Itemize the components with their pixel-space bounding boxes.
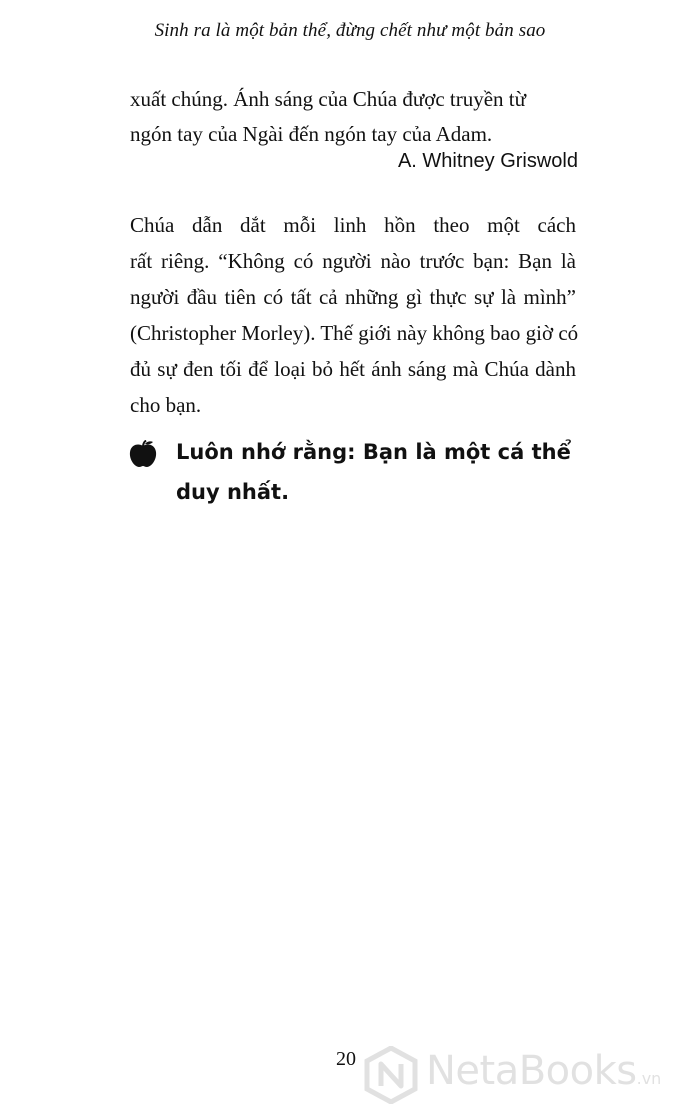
watermark-suffix: .vn: [636, 1069, 662, 1088]
quote-line: ngón tay của Ngài đến ngón tay của Adam.: [130, 122, 493, 146]
paragraph-line: rất riêng. “Không có người nào trước bạn: Bạn là: [130, 249, 576, 273]
watermark-brand: NetaBooks: [426, 1048, 637, 1094]
paragraph-line: Chúa dẫn dắt mỗi linh hồn theo một cách: [130, 213, 576, 237]
netabooks-logo-icon: [364, 1046, 418, 1104]
takeaway-text: [176, 432, 596, 512]
paragraph-line: cho bạn.: [130, 393, 202, 417]
apple-icon: [128, 440, 158, 468]
paragraph-line: đủ sự đen tối để loại bỏ hết ánh sáng mà Chúa dành: [130, 357, 576, 381]
quote-line: xuất chúng. Ánh sáng của Chúa được truyền từ: [130, 87, 527, 111]
quote-attribution: A. Whitney Griswold: [397, 150, 578, 172]
watermark: [360, 1040, 690, 1110]
paragraph-line: (Christopher Morley). Thế giới này không bao giờ có: [130, 321, 579, 345]
takeaway-line: Luôn nhớ rằng: Bạn là một cá thể: [176, 440, 571, 464]
page-number: 20: [336, 1048, 356, 1070]
paragraph-line: người đầu tiên có tất cả những gì thực sự là mình”: [130, 285, 576, 309]
running-header: Sinh ra là một bản thể, đừng chết như một bản sao: [154, 20, 546, 41]
body-paragraph: [130, 207, 579, 423]
quote-block: [130, 82, 580, 152]
takeaway-line: duy nhất.: [176, 480, 290, 504]
watermark-text: [426, 1048, 661, 1094]
